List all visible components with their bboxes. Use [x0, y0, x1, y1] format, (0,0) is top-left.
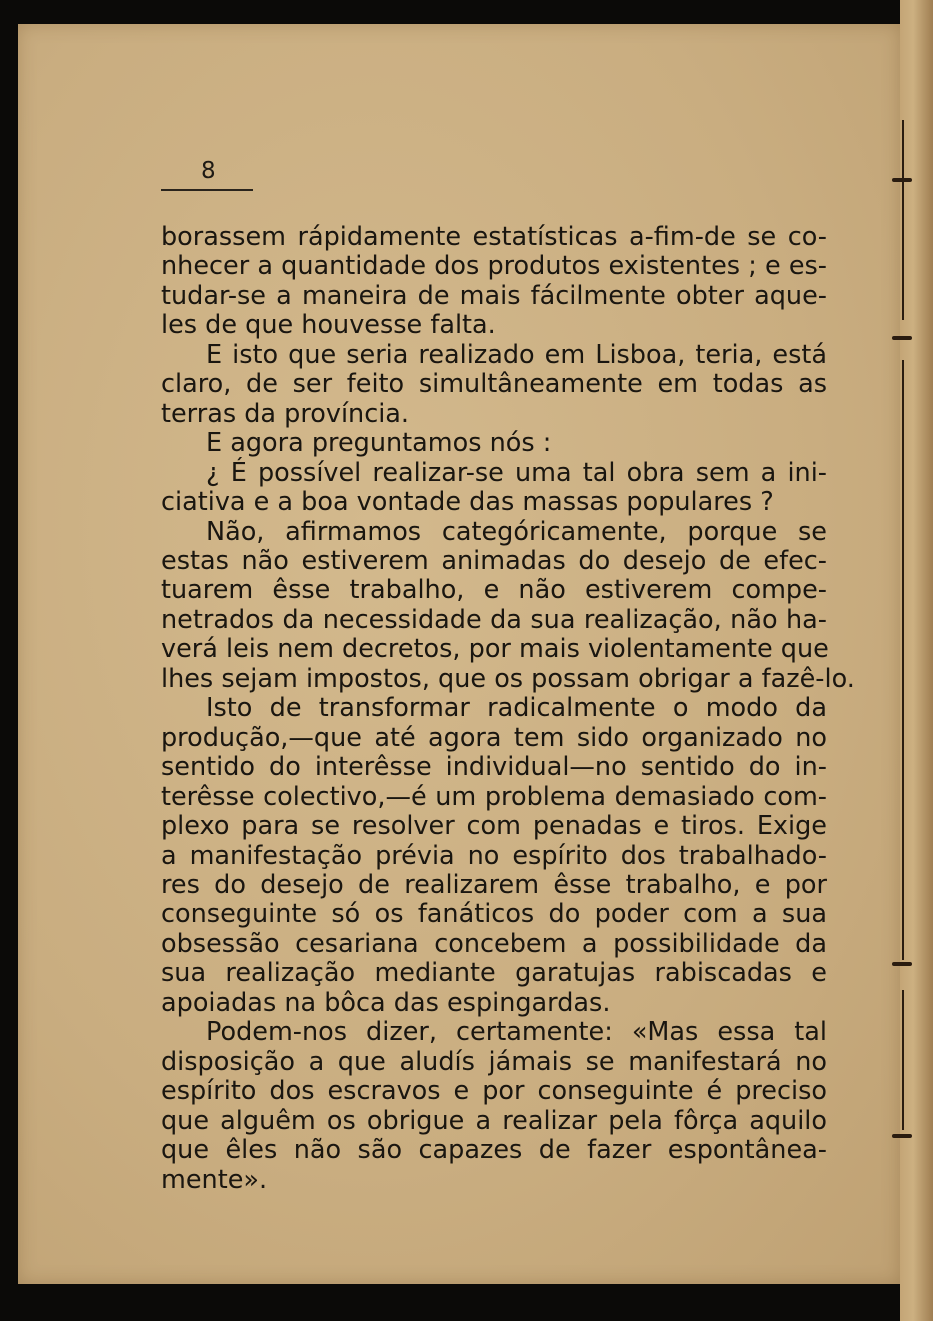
- text-line: ciativa e a boa vontade das massas populares ?: [161, 487, 774, 518]
- binding-thread: [902, 990, 904, 1130]
- text-line: lhes sejam impostos, que os possam obrigar a fazê-lo.: [161, 663, 855, 694]
- text-line: conseguinte só os fanáticos do poder com a sua: [161, 899, 827, 930]
- text-line: verá leis nem decretos, por mais violentamente que: [161, 634, 829, 665]
- book-page: [18, 24, 900, 1284]
- text-line: sentido do interêsse individual—no sentido do in-: [161, 752, 827, 783]
- text-line: produção,—que até agora tem sido organizado no: [161, 722, 827, 753]
- body-text: [161, 222, 855, 1195]
- text-line: netrados da necessidade da sua realização, não ha-: [161, 604, 827, 635]
- text-line: nhecer a quantidade dos produtos existentes ; e es-: [161, 251, 827, 282]
- text-line: claro, de ser feito simultâneamente em todas as: [161, 369, 827, 400]
- text-line: tuarem êsse trabalho, e não estiverem compe-: [161, 575, 827, 606]
- binding-knot: [892, 1134, 912, 1138]
- text-line: plexo para se resolver com penadas e tiros. Exige: [161, 811, 827, 842]
- text-line: que êles não são capazes de fazer espontânea-: [161, 1135, 827, 1166]
- text-line: res do desejo de realizarem êsse trabalho, e por: [161, 869, 827, 900]
- text-line: E isto que seria realizado em Lisboa, teria, está: [206, 339, 827, 370]
- text-line: sua realização mediante garatujas rabiscadas e: [161, 958, 827, 989]
- binding-knot: [892, 962, 912, 966]
- binding-knot: [892, 336, 912, 340]
- text-line: Podem-nos dizer, certamente: «Mas essa tal: [206, 1017, 827, 1048]
- text-line: que alguêm os obrigue a realizar pela fôrça aquilo: [161, 1105, 827, 1136]
- text-line: tudar-se a maneira de mais fácilmente obter aque-: [161, 280, 827, 311]
- text-line: espírito dos escravos e por conseguinte é preciso: [161, 1076, 827, 1107]
- text-line: estas não estiverem animadas do desejo de efec-: [161, 545, 827, 576]
- text-line: ¿ É possível realizar-se uma tal obra sem a ini-: [206, 457, 827, 488]
- binding-knot: [892, 178, 912, 182]
- text-line: a manifestação prévia no espírito dos trabalhado-: [161, 840, 827, 871]
- text-line: disposição a que aludís jámais se manifestará no: [161, 1046, 827, 1077]
- text-line: terêsse colectivo,—é um problema demasiado com-: [161, 781, 827, 812]
- text-line: obsessão cesariana concebem a possibilidade da: [161, 928, 827, 959]
- text-line: E agora preguntamos nós :: [206, 428, 552, 459]
- text-line: Isto de transformar radicalmente o modo da: [206, 693, 827, 724]
- page-number: 8: [201, 158, 216, 184]
- text-line: Não, afirmamos categóricamente, porque se: [206, 516, 827, 547]
- text-line: les de que houvesse falta.: [161, 310, 496, 341]
- text-line: mente».: [161, 1164, 268, 1195]
- book-spine: [900, 0, 933, 1321]
- binding-thread: [902, 120, 904, 320]
- page-number-rule: [161, 189, 253, 191]
- text-line: apoiadas na bôca das espingardas.: [161, 987, 611, 1018]
- text-line: borassem rápidamente estatísticas a-fim-de se co-: [161, 222, 827, 252]
- binding-thread: [902, 360, 904, 960]
- text-line: terras da província.: [161, 398, 410, 429]
